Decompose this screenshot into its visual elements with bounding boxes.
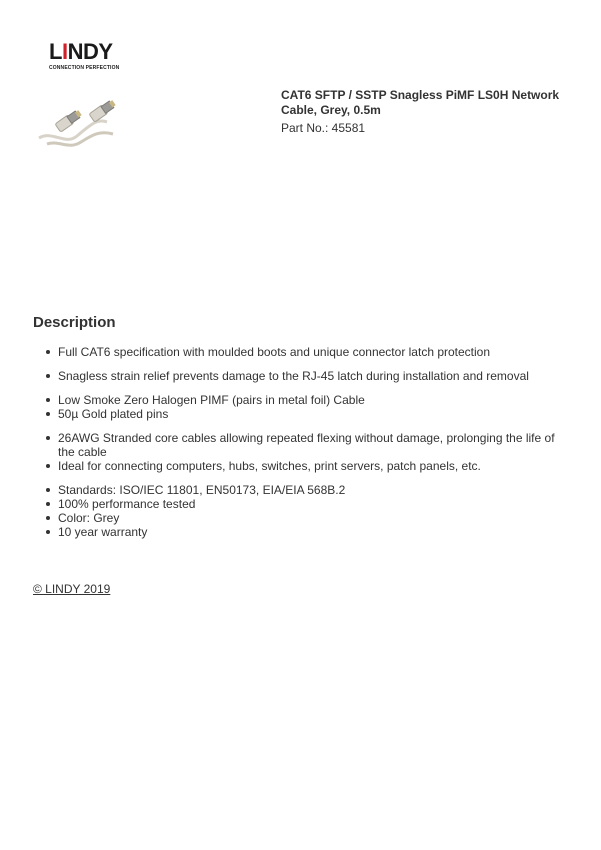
copyright-link[interactable]: © LINDY 2019 <box>33 582 111 596</box>
description-heading: Description <box>33 314 116 331</box>
feature-item: Standards: ISO/IEC 11801, EN50173, EIA/EIA 568B.2 <box>33 483 563 497</box>
feature-group <box>33 483 563 539</box>
feature-item: Full CAT6 specification with moulded boots and unique connector latch protection <box>33 345 563 359</box>
feature-item: 10 year warranty <box>33 525 563 539</box>
product-title: CAT6 SFTP / SSTP Snagless PiMF LS0H Network Cable, Grey, 0.5m <box>281 88 560 117</box>
network-cable-icon <box>33 100 129 156</box>
feature-group <box>33 431 563 473</box>
feature-item: Low Smoke Zero Halogen PIMF (pairs in metal foil) Cable <box>33 393 563 407</box>
description-list <box>33 345 563 549</box>
feature-item: Color: Grey <box>33 511 563 525</box>
feature-item: 100% performance tested <box>33 497 563 511</box>
feature-item: 26AWG Stranded core cables allowing repeated flexing without damage, prolonging the life of the cable <box>33 431 563 459</box>
feature-item: Ideal for connecting computers, hubs, switches, print servers, patch panels, etc. <box>33 459 563 473</box>
logo-wordmark: LINDY <box>49 39 113 64</box>
feature-group <box>33 369 563 383</box>
logo-tagline: CONNECTION PERFECTION <box>49 65 120 71</box>
feature-item: 50µ Gold plated pins <box>33 407 563 421</box>
lindy-logo <box>49 41 133 73</box>
part-number: Part No.: 45581 <box>281 121 366 135</box>
feature-group <box>33 345 563 359</box>
product-image <box>33 100 129 156</box>
feature-item: Snagless strain relief prevents damage to the RJ-45 latch during installation and removal <box>33 369 563 383</box>
feature-group <box>33 393 563 421</box>
